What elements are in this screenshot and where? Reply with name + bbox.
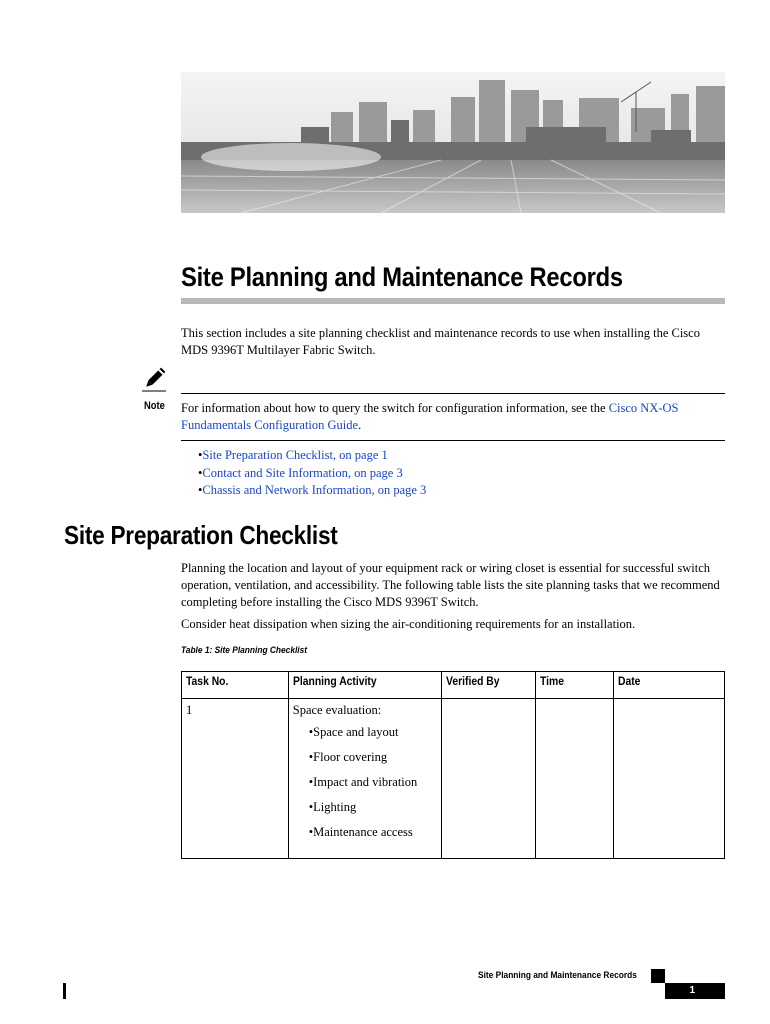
header-planning-activity: Planning Activity bbox=[288, 672, 441, 699]
title-rule bbox=[181, 298, 725, 304]
note-text-before: For information about how to query the switch for configuration information, see the bbox=[181, 401, 609, 415]
toc-item bbox=[198, 447, 426, 465]
header-task-no: Task No. bbox=[182, 672, 289, 699]
toc-item bbox=[198, 482, 426, 500]
toc-link-chassis-network[interactable]: Chassis and Network Information, on page 3 bbox=[202, 483, 427, 497]
chapter-intro: This section includes a site planning checklist and maintenance records to use when installing the Cisco MDS 9396T Multilayer Fabric Switch. bbox=[181, 326, 700, 357]
note-label: Note bbox=[144, 400, 165, 412]
note-top-rule bbox=[181, 393, 725, 394]
footer-left-marker bbox=[63, 983, 66, 999]
note-bottom-rule bbox=[181, 440, 725, 441]
cell-planning-activity bbox=[288, 699, 441, 859]
site-planning-table bbox=[181, 671, 725, 859]
toc-link-contact-site[interactable]: Contact and Site Information, on page 3 bbox=[202, 465, 403, 480]
section-paragraph-2: Consider heat dissipation when sizing the air-conditioning requirements for an installation. bbox=[181, 617, 636, 631]
list-item: • Floor covering bbox=[309, 749, 437, 766]
cell-time bbox=[536, 699, 614, 859]
table-caption: Table 1: Site Planning Checklist bbox=[181, 645, 308, 656]
header-verified-by: Verified By bbox=[441, 672, 536, 699]
section-paragraph-1: Planning the location and layout of your equipment rack or wiring closet is essential for successful switch operation, ventilation, and accessibility. The following table lists the site planning tasks that we recommend completing before installing the Cisco MDS 9396T Switch. bbox=[181, 561, 720, 609]
table-header-row bbox=[182, 672, 725, 699]
list-item: • Maintenance access bbox=[309, 824, 437, 841]
page-number: 1 bbox=[665, 983, 725, 999]
toc-link-site-preparation[interactable]: Site Preparation Checklist, on page 1 bbox=[202, 448, 388, 462]
chapter-title: Site Planning and Maintenance Records bbox=[181, 262, 623, 292]
footer-title: Site Planning and Maintenance Records bbox=[478, 970, 637, 981]
activity-sub-list bbox=[309, 724, 437, 841]
list-item: • Impact and vibration bbox=[309, 774, 437, 791]
list-item: • Lighting bbox=[309, 799, 437, 816]
nxos-guide-link[interactable]: Cisco NX-OS Fundamentals Configuration Guide bbox=[181, 401, 679, 432]
hero-image bbox=[181, 72, 725, 213]
section-title: Site Preparation Checklist bbox=[64, 520, 338, 550]
cell-task-no: 1 bbox=[182, 699, 289, 859]
list-item: • Space and layout bbox=[309, 724, 437, 741]
header-time: Time bbox=[536, 672, 614, 699]
footer-marker bbox=[651, 969, 665, 983]
note-text bbox=[181, 400, 725, 434]
note-text-after: . bbox=[358, 418, 362, 432]
toc-links bbox=[198, 447, 426, 500]
activity-title: Space evaluation: bbox=[292, 703, 382, 717]
cell-verified-by bbox=[441, 699, 536, 859]
toc-item bbox=[198, 465, 426, 483]
table-row bbox=[182, 699, 725, 859]
pencil-note-icon bbox=[140, 366, 168, 392]
header-date: Date bbox=[614, 672, 725, 699]
cell-date bbox=[614, 699, 725, 859]
